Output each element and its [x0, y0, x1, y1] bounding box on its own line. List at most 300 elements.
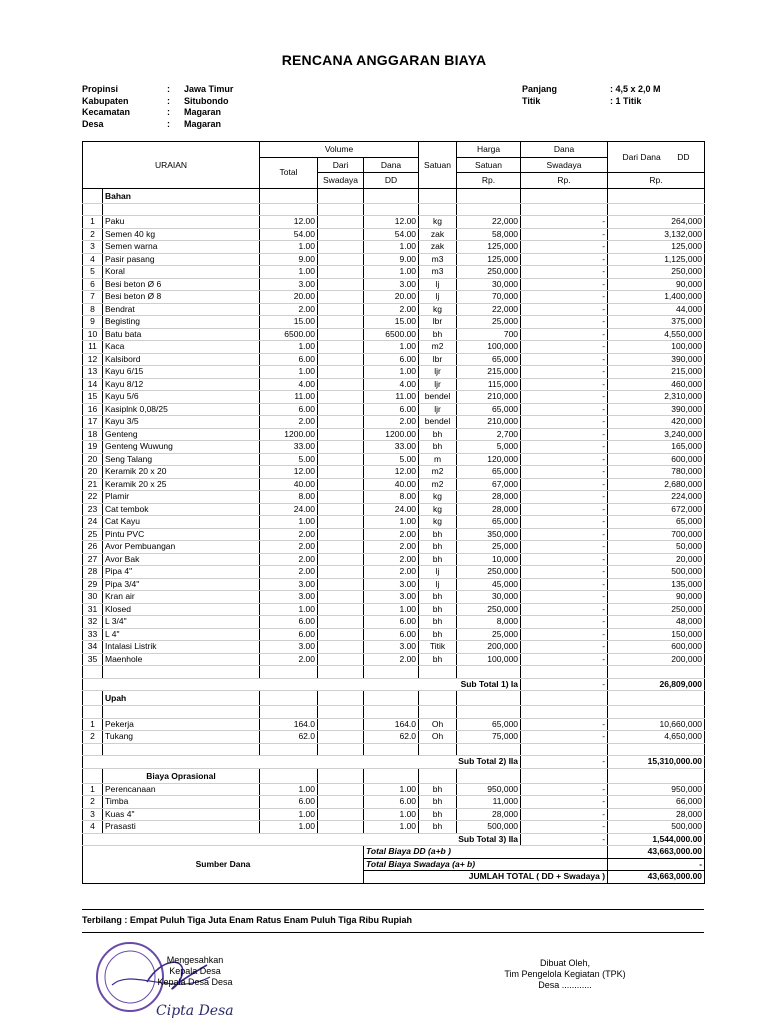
- table-row: [83, 541, 705, 554]
- subtotal-dd: 26,809,000: [608, 678, 705, 691]
- meta-row: Desa : Magaran: [82, 118, 222, 129]
- row-harga: 65,000: [457, 353, 521, 366]
- row-harga: 500,000: [457, 821, 521, 834]
- subtotal-dd: 1,544,000.00: [608, 833, 705, 846]
- row-dd: 12.00: [364, 216, 419, 229]
- row-total: 12.00: [260, 216, 318, 229]
- row-no: 24: [83, 516, 103, 529]
- row-dd: 15.00: [364, 316, 419, 329]
- row-satuan: bendel: [419, 416, 457, 429]
- row-no: 35: [83, 653, 103, 666]
- empty-row: [83, 743, 705, 756]
- row-dd: 1.00: [364, 266, 419, 279]
- section-row: [83, 188, 705, 203]
- row-harga: 210,000: [457, 416, 521, 429]
- row-no: 23: [83, 503, 103, 516]
- row-total: 40.00: [260, 478, 318, 491]
- row-no: 18: [83, 428, 103, 441]
- row-item: Kayu 6/15: [103, 366, 260, 379]
- row-no: 1: [83, 216, 103, 229]
- row-swadaya: -: [521, 241, 608, 254]
- meta-row: Panjang : 4,5 x 2,0 M: [522, 84, 661, 94]
- header-row-1: URAIAN Volume Satuan Harga Dana Dari Dana DD: [83, 142, 705, 158]
- col-uraian: URAIAN: [83, 142, 260, 189]
- row-no: 3: [83, 808, 103, 821]
- row-dd: 1.00: [364, 341, 419, 354]
- table-row: [83, 291, 705, 304]
- row-swadaya: -: [521, 341, 608, 354]
- row-dd: 6.00: [364, 628, 419, 641]
- page-title: RENCANA ANGGARAN BIAYA: [281, 52, 487, 68]
- total-dd-label: Total Biaya DD (a+b ): [364, 846, 608, 859]
- row-satuan: kg: [419, 303, 457, 316]
- row-satuan: bendel: [419, 391, 457, 404]
- row-no: 2: [83, 228, 103, 241]
- row-swadaya: -: [521, 731, 608, 744]
- table-row: [83, 228, 705, 241]
- row-no: 4: [83, 253, 103, 266]
- row-no: 8: [83, 303, 103, 316]
- row-total: 62.0: [260, 731, 318, 744]
- row-dd: 1.00: [364, 241, 419, 254]
- row-no: 9: [83, 316, 103, 329]
- row-dd: 6.00: [364, 353, 419, 366]
- row-total: 6.00: [260, 403, 318, 416]
- subtotal-row: [83, 756, 705, 769]
- row-dd: 4.00: [364, 378, 419, 391]
- row-dd: 1.00: [364, 808, 419, 821]
- row-satuan: zak: [419, 241, 457, 254]
- row-satuan: kg: [419, 491, 457, 504]
- row-swadaya: -: [521, 303, 608, 316]
- row-swadaya: -: [521, 266, 608, 279]
- row-swadaya: -: [521, 391, 608, 404]
- subtotal-row: [83, 678, 705, 691]
- row-satuan: bh: [419, 541, 457, 554]
- row-item: Avor Bak: [103, 553, 260, 566]
- row-no: 2: [83, 796, 103, 809]
- row-swadaya: -: [521, 566, 608, 579]
- row-item: Timba: [103, 796, 260, 809]
- table-row: [83, 453, 705, 466]
- row-satuan: m3: [419, 253, 457, 266]
- row-total: 6.00: [260, 616, 318, 629]
- row-dari-dana: 125,000: [608, 241, 705, 254]
- row-no: 17: [83, 416, 103, 429]
- row-harga: 5,000: [457, 441, 521, 454]
- row-swadaya: -: [521, 808, 608, 821]
- row-harga: 250,000: [457, 603, 521, 616]
- row-satuan: kg: [419, 516, 457, 529]
- row-dd: 3.00: [364, 641, 419, 654]
- meta-row: Titik : 1 Titik: [522, 95, 642, 106]
- row-total: 3.00: [260, 591, 318, 604]
- row-item: Tukang: [103, 731, 260, 744]
- row-satuan: lj: [419, 278, 457, 291]
- table-row: [83, 441, 705, 454]
- section-title: Upah: [103, 691, 260, 706]
- row-dari-dana: 1,400,000: [608, 291, 705, 304]
- row-item: Klosed: [103, 603, 260, 616]
- row-no: 1: [83, 718, 103, 731]
- row-dd: 11.00: [364, 391, 419, 404]
- row-dari-dana: 50,000: [608, 541, 705, 554]
- row-satuan: bh: [419, 591, 457, 604]
- row-dari-dana: 2,310,000: [608, 391, 705, 404]
- row-dari-dana: 460,000: [608, 378, 705, 391]
- total-swadaya-value: -: [608, 858, 705, 871]
- row-harga: 28,000: [457, 503, 521, 516]
- row-satuan: lj: [419, 566, 457, 579]
- row-dd: 2.00: [364, 528, 419, 541]
- row-swadaya: -: [521, 641, 608, 654]
- row-swadaya: -: [521, 466, 608, 479]
- row-dari-dana: 28,000: [608, 808, 705, 821]
- row-item: Pipa 4": [103, 566, 260, 579]
- row-item: Pasir pasang: [103, 253, 260, 266]
- table-row: [83, 553, 705, 566]
- row-harga: 22,000: [457, 303, 521, 316]
- row-harga: 100,000: [457, 653, 521, 666]
- row-harga: 58,000: [457, 228, 521, 241]
- row-item: Kayu 5/6: [103, 391, 260, 404]
- row-swadaya: -: [521, 278, 608, 291]
- table-row: [83, 403, 705, 416]
- row-harga: 115,000: [457, 378, 521, 391]
- row-dari-dana: 44,000: [608, 303, 705, 316]
- row-total: 54.00: [260, 228, 318, 241]
- row-no: 19: [83, 441, 103, 454]
- row-no: 31: [83, 603, 103, 616]
- row-swadaya: -: [521, 366, 608, 379]
- row-swadaya: -: [521, 378, 608, 391]
- row-no: 21: [83, 478, 103, 491]
- row-dari-dana: 250,000: [608, 266, 705, 279]
- row-satuan: bh: [419, 653, 457, 666]
- table-row: [83, 516, 705, 529]
- row-item: Kayu 3/5: [103, 416, 260, 429]
- row-total: 1.00: [260, 366, 318, 379]
- row-no: 12: [83, 353, 103, 366]
- row-harga: 30,000: [457, 591, 521, 604]
- subtotal-row: [83, 833, 705, 846]
- row-satuan: bh: [419, 441, 457, 454]
- row-harga: 45,000: [457, 578, 521, 591]
- row-total: 2.00: [260, 541, 318, 554]
- row-harga: 8,000: [457, 616, 521, 629]
- table-row: [83, 821, 705, 834]
- row-dd: 40.00: [364, 478, 419, 491]
- row-item: Kran air: [103, 591, 260, 604]
- row-harga: 30,000: [457, 278, 521, 291]
- row-no: 13: [83, 366, 103, 379]
- col-volume: Volume: [260, 142, 419, 158]
- table-row: [83, 366, 705, 379]
- table-row: [83, 566, 705, 579]
- row-swadaya: -: [521, 591, 608, 604]
- table-row: [83, 796, 705, 809]
- row-no: 15: [83, 391, 103, 404]
- row-total: 2.00: [260, 553, 318, 566]
- table-row: [83, 628, 705, 641]
- row-dari-dana: 420,000: [608, 416, 705, 429]
- meta-row: Kecamatan : Magaran: [82, 107, 222, 117]
- row-swadaya: -: [521, 718, 608, 731]
- row-total: 164.0: [260, 718, 318, 731]
- table-row: [83, 303, 705, 316]
- row-total: 3.00: [260, 278, 318, 291]
- row-swadaya: -: [521, 253, 608, 266]
- row-item: Bendrat: [103, 303, 260, 316]
- row-item: Kasiplnk 0,08/25: [103, 403, 260, 416]
- row-dd: 1.00: [364, 821, 419, 834]
- row-dari-dana: 100,000: [608, 341, 705, 354]
- row-item: Kalsibord: [103, 353, 260, 366]
- row-dari-dana: 780,000: [608, 466, 705, 479]
- meta-left: [82, 84, 233, 130]
- row-swadaya: -: [521, 796, 608, 809]
- row-harga: 100,000: [457, 341, 521, 354]
- table-row: [83, 266, 705, 279]
- row-harga: 120,000: [457, 453, 521, 466]
- row-total: 1.00: [260, 808, 318, 821]
- row-swadaya: -: [521, 528, 608, 541]
- row-dari-dana: 66,000: [608, 796, 705, 809]
- table-row: [83, 253, 705, 266]
- row-satuan: Titik: [419, 641, 457, 654]
- row-satuan: ljr: [419, 403, 457, 416]
- table-row: [83, 808, 705, 821]
- row-no: 22: [83, 491, 103, 504]
- row-swadaya: -: [521, 453, 608, 466]
- row-dari-dana: 700,000: [608, 528, 705, 541]
- row-no: 25: [83, 528, 103, 541]
- row-satuan: m3: [419, 266, 457, 279]
- row-total: 33.00: [260, 441, 318, 454]
- row-total: 1.00: [260, 783, 318, 796]
- row-dari-dana: 48,000: [608, 616, 705, 629]
- header-row-2: Total Dari Dana Satuan Swadaya: [83, 157, 705, 173]
- row-swadaya: -: [521, 403, 608, 416]
- row-item: Keramik 20 x 25: [103, 478, 260, 491]
- row-swadaya: -: [521, 316, 608, 329]
- row-item: Prasasti: [103, 821, 260, 834]
- row-total: 3.00: [260, 641, 318, 654]
- table-row: [83, 653, 705, 666]
- row-total: 4.00: [260, 378, 318, 391]
- table-row: [83, 466, 705, 479]
- row-no: 11: [83, 341, 103, 354]
- row-no: 14: [83, 378, 103, 391]
- row-swadaya: -: [521, 616, 608, 629]
- row-item: Semen 40 kg: [103, 228, 260, 241]
- row-dari-dana: 2,680,000: [608, 478, 705, 491]
- table-row: [83, 328, 705, 341]
- row-harga: 950,000: [457, 783, 521, 796]
- row-dd: 12.00: [364, 466, 419, 479]
- budget-table: [82, 141, 705, 884]
- row-dari-dana: 250,000: [608, 603, 705, 616]
- row-total: 1.00: [260, 266, 318, 279]
- row-harga: 65,000: [457, 516, 521, 529]
- row-total: 2.00: [260, 653, 318, 666]
- row-harga: 250,000: [457, 266, 521, 279]
- row-dd: 20.00: [364, 291, 419, 304]
- table-row: [83, 718, 705, 731]
- row-swadaya: -: [521, 328, 608, 341]
- total-swadaya-label: Total Biaya Swadaya (a+ b): [364, 858, 608, 871]
- grand-total-label: JUMLAH TOTAL ( DD + Swadaya ): [364, 871, 608, 884]
- row-item: Pintu PVC: [103, 528, 260, 541]
- row-total: 6500.00: [260, 328, 318, 341]
- row-item: Intalasi Listrik: [103, 641, 260, 654]
- row-harga: 65,000: [457, 466, 521, 479]
- row-harga: 2,700: [457, 428, 521, 441]
- subtotal-swadaya: -: [521, 756, 608, 769]
- row-dari-dana: 90,000: [608, 591, 705, 604]
- subtotal-label: Sub Total 2) IIa: [83, 756, 521, 769]
- row-dari-dana: 600,000: [608, 641, 705, 654]
- row-no: 30: [83, 591, 103, 604]
- row-dd: 2.00: [364, 416, 419, 429]
- row-satuan: bh: [419, 428, 457, 441]
- row-item: Avor Pembuangan: [103, 541, 260, 554]
- empty-row: [83, 706, 705, 719]
- table-row: [83, 603, 705, 616]
- table-row: [83, 341, 705, 354]
- row-swadaya: -: [521, 553, 608, 566]
- row-total: 6.00: [260, 796, 318, 809]
- table-row: [83, 216, 705, 229]
- row-swadaya: -: [521, 628, 608, 641]
- row-harga: 65,000: [457, 718, 521, 731]
- table-row: [83, 731, 705, 744]
- row-dari-dana: 390,000: [608, 353, 705, 366]
- table-row: [83, 241, 705, 254]
- row-item: Seng Talang: [103, 453, 260, 466]
- row-total: 2.00: [260, 566, 318, 579]
- row-no: 2: [83, 731, 103, 744]
- row-dari-dana: 500,000: [608, 566, 705, 579]
- row-harga: 25,000: [457, 316, 521, 329]
- row-harga: 350,000: [457, 528, 521, 541]
- col-satuan: Satuan: [419, 142, 457, 189]
- row-swadaya: -: [521, 228, 608, 241]
- row-item: Genteng: [103, 428, 260, 441]
- row-dari-dana: 672,000: [608, 503, 705, 516]
- row-dd: 1.00: [364, 516, 419, 529]
- signature-right: Dibuat Oleh, Tim Pengelola Kegiatan (TPK) Desa ............: [504, 958, 626, 990]
- table-row: [83, 378, 705, 391]
- row-dari-dana: 375,000: [608, 316, 705, 329]
- row-dd: 24.00: [364, 503, 419, 516]
- row-no: 16: [83, 403, 103, 416]
- row-dd: 3.00: [364, 591, 419, 604]
- row-total: 1.00: [260, 821, 318, 834]
- table-row: [83, 353, 705, 366]
- row-swadaya: -: [521, 491, 608, 504]
- row-total: 20.00: [260, 291, 318, 304]
- row-satuan: bh: [419, 796, 457, 809]
- row-dd: 6.00: [364, 403, 419, 416]
- row-no: 20: [83, 453, 103, 466]
- table-row: [83, 578, 705, 591]
- row-total: 6.00: [260, 628, 318, 641]
- row-satuan: zak: [419, 228, 457, 241]
- row-total: 9.00: [260, 253, 318, 266]
- table-row: [83, 591, 705, 604]
- total-dd-value: 43,663,000.00: [608, 846, 705, 859]
- row-harga: 22,000: [457, 216, 521, 229]
- row-dd: 164.0: [364, 718, 419, 731]
- row-dari-dana: 165,000: [608, 441, 705, 454]
- row-no: 26: [83, 541, 103, 554]
- row-dd: 5.00: [364, 453, 419, 466]
- row-no: 3: [83, 241, 103, 254]
- row-item: L 3/4": [103, 616, 260, 629]
- table-row: [83, 616, 705, 629]
- row-dari-dana: 90,000: [608, 278, 705, 291]
- row-dd: 62.0: [364, 731, 419, 744]
- meta-row: Kabupaten : Situbondo: [82, 95, 229, 106]
- row-total: 1200.00: [260, 428, 318, 441]
- row-dd: 1200.00: [364, 428, 419, 441]
- row-total: 6.00: [260, 353, 318, 366]
- row-item: Kuas 4": [103, 808, 260, 821]
- row-dari-dana: 10,660,000: [608, 718, 705, 731]
- row-swadaya: -: [521, 783, 608, 796]
- row-dari-dana: 20,000: [608, 553, 705, 566]
- row-satuan: Oh: [419, 718, 457, 731]
- row-dari-dana: 4,550,000: [608, 328, 705, 341]
- row-harga: 11,000: [457, 796, 521, 809]
- table-row: [83, 641, 705, 654]
- row-total: 11.00: [260, 391, 318, 404]
- row-no: 32: [83, 616, 103, 629]
- row-dd: 3.00: [364, 278, 419, 291]
- row-total: 2.00: [260, 303, 318, 316]
- row-swadaya: -: [521, 353, 608, 366]
- row-satuan: lj: [419, 291, 457, 304]
- row-dari-dana: 4,650,000: [608, 731, 705, 744]
- row-swadaya: -: [521, 478, 608, 491]
- row-item: L 4": [103, 628, 260, 641]
- row-item: Cat Kayu: [103, 516, 260, 529]
- row-satuan: kg: [419, 503, 457, 516]
- row-satuan: lj: [419, 578, 457, 591]
- row-harga: 65,000: [457, 403, 521, 416]
- row-swadaya: -: [521, 441, 608, 454]
- row-harga: 250,000: [457, 566, 521, 579]
- sumber-dana: Sumber Dana: [83, 846, 364, 884]
- empty-row: [83, 203, 705, 216]
- row-satuan: kg: [419, 216, 457, 229]
- row-no: 33: [83, 628, 103, 641]
- subtotal-label: Sub Total 1) Ia: [83, 678, 521, 691]
- row-satuan: bh: [419, 808, 457, 821]
- row-dd: 1.00: [364, 783, 419, 796]
- row-dd: 6.00: [364, 796, 419, 809]
- row-harga: 25,000: [457, 541, 521, 554]
- row-dd: 2.00: [364, 303, 419, 316]
- row-dari-dana: 65,000: [608, 516, 705, 529]
- subtotal-swadaya: -: [521, 833, 608, 846]
- row-satuan: bh: [419, 553, 457, 566]
- meta-row: Propinsi : Jawa Timur: [82, 84, 234, 94]
- row-total: 1.00: [260, 603, 318, 616]
- table-row: [83, 416, 705, 429]
- row-swadaya: -: [521, 578, 608, 591]
